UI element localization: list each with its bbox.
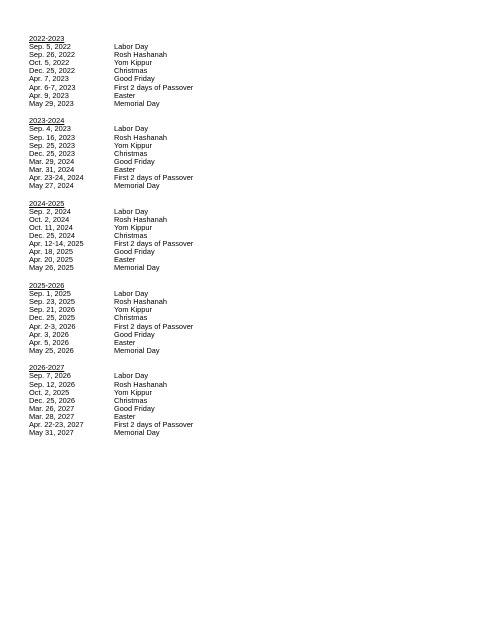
holiday-schedule-page: [29, 35, 469, 447]
holiday-date: Apr. 2-3, 2026: [29, 321, 76, 331]
holiday-row: [29, 397, 469, 405]
holiday-row: [29, 381, 469, 389]
school-year-heading: 2025-2026: [29, 281, 65, 291]
school-year-section: [29, 364, 469, 437]
holiday-row: [29, 125, 469, 133]
holiday-row: [29, 43, 469, 51]
holiday-name: Rosh Hashanah: [114, 214, 168, 224]
holiday-name: Christmas: [114, 231, 148, 241]
holiday-row: [29, 84, 469, 92]
holiday-date: Dec. 25, 2024: [29, 231, 76, 241]
holiday-date: May 25, 2026: [29, 345, 74, 355]
holiday-date: Sep. 16, 2023: [29, 132, 76, 142]
holiday-row: [29, 372, 469, 380]
holiday-name: Rosh Hashanah: [114, 132, 168, 142]
holiday-date: Apr. 9, 2023: [29, 90, 69, 100]
holiday-row: [29, 182, 469, 190]
holiday-name: Yom Kippur: [114, 222, 152, 232]
holiday-date: Sep. 25, 2023: [29, 140, 76, 150]
school-year-heading: 2022-2023: [29, 34, 65, 43]
holiday-name: First 2 days of Passover: [114, 173, 194, 182]
holiday-row: [29, 232, 469, 240]
holiday-row: [29, 314, 469, 322]
holiday-name: Yom Kippur: [114, 305, 152, 315]
holiday-date: Apr. 23-24, 2024: [29, 173, 84, 182]
holiday-date: Sep. 5, 2022: [29, 42, 71, 52]
holiday-date: Sep. 7, 2026: [29, 371, 71, 381]
school-year-section: [29, 200, 469, 273]
holiday-date: Apr. 12-14, 2025: [29, 239, 84, 249]
holiday-name: Yom Kippur: [114, 58, 152, 68]
holiday-row: [29, 413, 469, 421]
holiday-date: Apr. 5, 2026: [29, 337, 69, 347]
holiday-row: [29, 224, 469, 232]
holiday-date: Apr. 22-23, 2027: [29, 420, 84, 430]
holiday-date: Mar. 26, 2027: [29, 403, 75, 413]
holiday-row: [29, 421, 469, 429]
holiday-name: Rosh Hashanah: [114, 379, 168, 389]
holiday-name: Easter: [114, 90, 136, 100]
holiday-row: [29, 174, 469, 182]
holiday-row: [29, 92, 469, 100]
holiday-date: Mar. 28, 2027: [29, 411, 75, 421]
holiday-name: Good Friday: [114, 74, 155, 84]
holiday-name: Easter: [114, 337, 136, 347]
holiday-row: [29, 429, 469, 437]
holiday-name: First 2 days of Passover: [114, 420, 194, 430]
holiday-name: Easter: [114, 164, 136, 174]
holiday-date: May 27, 2024: [29, 181, 74, 191]
holiday-date: Oct. 5, 2022: [29, 58, 70, 68]
holiday-row: [29, 389, 469, 397]
holiday-name: Good Friday: [114, 247, 155, 257]
holiday-date: Mar. 31, 2024: [29, 164, 75, 174]
holiday-date: May 31, 2027: [29, 428, 74, 438]
holiday-date: Oct. 2, 2025: [29, 387, 70, 397]
holiday-date: Oct. 11, 2024: [29, 222, 73, 232]
school-year-heading: 2026-2027: [29, 363, 65, 373]
holiday-date: Dec. 25, 2026: [29, 395, 76, 405]
holiday-name: Memorial Day: [114, 428, 160, 438]
holiday-row: [29, 405, 469, 413]
holiday-name: Labor Day: [114, 371, 149, 381]
holiday-name: Rosh Hashanah: [114, 50, 168, 60]
holiday-date: Apr. 3, 2026: [29, 329, 69, 339]
holiday-name: Labor Day: [114, 206, 149, 216]
holiday-date: Apr. 18, 2025: [29, 247, 73, 257]
holiday-row: [29, 51, 469, 59]
holiday-row: [29, 142, 469, 150]
holiday-date: Sep. 21, 2026: [29, 305, 76, 315]
holiday-name: Good Friday: [114, 156, 155, 166]
holiday-name: First 2 days of Passover: [114, 82, 194, 92]
holiday-row: [29, 298, 469, 306]
holiday-row: [29, 166, 469, 174]
school-year-heading: 2023-2024: [29, 116, 65, 126]
holiday-date: Apr. 6-7, 2023: [29, 82, 76, 92]
holiday-name: Good Friday: [114, 329, 155, 339]
holiday-row: [29, 100, 469, 108]
holiday-row: [29, 331, 469, 339]
holiday-row: [29, 240, 469, 248]
holiday-row: [29, 75, 469, 83]
holiday-row: [29, 264, 469, 272]
holiday-date: May 26, 2025: [29, 263, 74, 273]
holiday-row: [29, 256, 469, 264]
holiday-name: Labor Day: [114, 124, 149, 134]
holiday-name: Yom Kippur: [114, 140, 152, 150]
holiday-date: Sep. 26, 2022: [29, 50, 76, 60]
holiday-date: Sep. 2, 2024: [29, 206, 71, 216]
holiday-row: [29, 248, 469, 256]
holiday-row: [29, 347, 469, 355]
holiday-date: Dec. 25, 2022: [29, 66, 76, 76]
holiday-date: Oct. 2, 2024: [29, 214, 70, 224]
holiday-name: Yom Kippur: [114, 387, 152, 397]
holiday-name: Labor Day: [114, 289, 149, 299]
holiday-name: Christmas: [114, 313, 148, 323]
holiday-date: Sep. 23, 2025: [29, 297, 76, 307]
holiday-row: [29, 323, 469, 331]
holiday-name: Labor Day: [114, 42, 149, 52]
holiday-name: Easter: [114, 255, 136, 265]
holiday-name: Good Friday: [114, 403, 155, 413]
school-year-section: [29, 117, 469, 190]
holiday-name: Memorial Day: [114, 98, 160, 108]
holiday-row: [29, 216, 469, 224]
holiday-date: Dec. 25, 2025: [29, 313, 76, 323]
holiday-name: First 2 days of Passover: [114, 321, 194, 331]
holiday-name: Easter: [114, 411, 136, 421]
school-year-heading: 2024-2025: [29, 198, 65, 208]
holiday-name: Christmas: [114, 395, 148, 405]
school-year-section: [29, 35, 469, 108]
holiday-name: Memorial Day: [114, 263, 160, 273]
holiday-date: Sep. 4, 2023: [29, 124, 71, 134]
holiday-date: Sep. 1, 2025: [29, 289, 71, 299]
holiday-name: First 2 days of Passover: [114, 239, 194, 249]
holiday-date: Apr. 20, 2025: [29, 255, 73, 265]
holiday-row: [29, 59, 469, 67]
holiday-row: [29, 208, 469, 216]
school-year-section: [29, 282, 469, 355]
holiday-row: [29, 67, 469, 75]
holiday-row: [29, 150, 469, 158]
holiday-date: Mar. 29, 2024: [29, 156, 75, 166]
holiday-row: [29, 339, 469, 347]
holiday-row: [29, 306, 469, 314]
holiday-name: Christmas: [114, 66, 148, 76]
holiday-row: [29, 158, 469, 166]
holiday-name: Christmas: [114, 148, 148, 158]
holiday-date: May 29, 2023: [29, 98, 74, 108]
holiday-date: Sep. 12, 2026: [29, 379, 76, 389]
holiday-name: Memorial Day: [114, 181, 160, 191]
holiday-row: [29, 134, 469, 142]
holiday-row: [29, 290, 469, 298]
holiday-name: Memorial Day: [114, 345, 160, 355]
holiday-name: Rosh Hashanah: [114, 297, 168, 307]
holiday-date: Apr. 7, 2023: [29, 74, 69, 84]
holiday-date: Dec. 25, 2023: [29, 148, 76, 158]
